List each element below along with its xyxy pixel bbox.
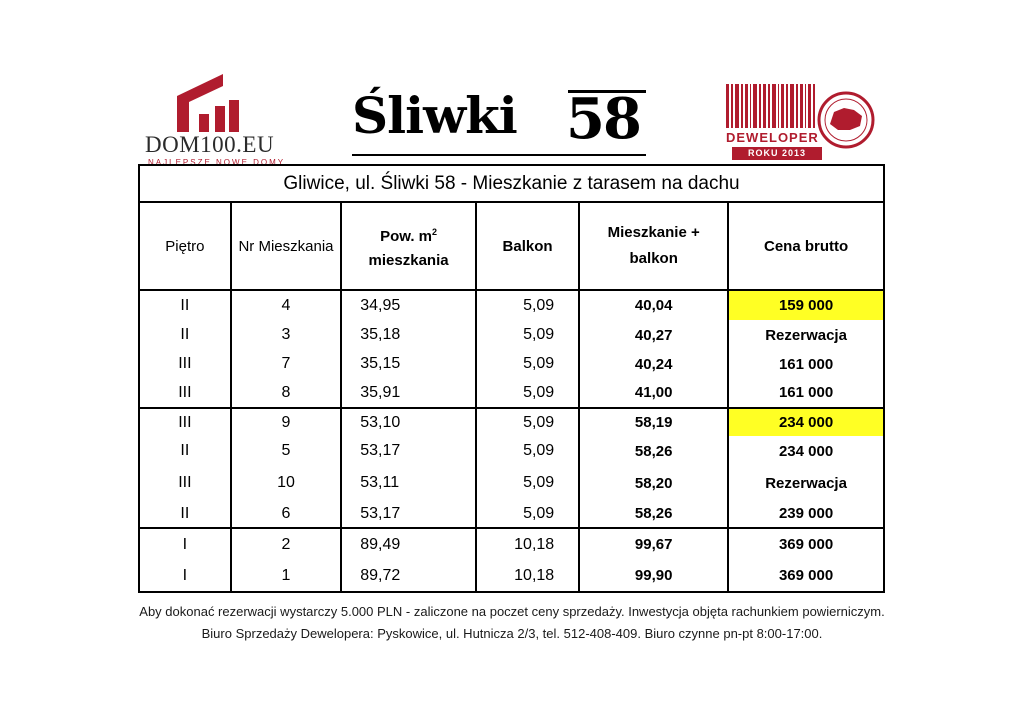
footer-note-reservation: Aby dokonać rezerwacji wystarczy 5.000 PLN - zaliczone na poczet ceny sprzedaży. Inwestycja objęta rachunkiem powierniczym. <box>139 604 885 619</box>
cell-cena: 234 000 <box>728 408 884 436</box>
deweloper-roku-logo <box>724 82 878 162</box>
header-pow-line2: mieszkania <box>368 251 449 269</box>
cell-cena: 161 000 <box>728 378 884 408</box>
table-caption: Gliwice, ul. Śliwki 58 - Mieszkanie z tarasem na dachu <box>139 165 884 202</box>
header-balkon: Balkon <box>476 202 579 290</box>
title-name: Śliwki <box>352 86 517 145</box>
dom100-logo[interactable] <box>145 72 295 167</box>
header-nr-mieszkania: Nr Mieszkania <box>231 202 342 290</box>
table-row <box>139 466 884 500</box>
project-title <box>352 78 652 164</box>
logo-tagline: NAJLEPSZE NOWE DOMY <box>148 158 286 167</box>
header-pow-line1: Pow. m <box>380 227 433 245</box>
cell-mieszkanie-balkon: 58,26 <box>579 500 728 528</box>
cell-mieszkanie-balkon: 58,20 <box>579 466 728 500</box>
house-logo-icon <box>177 74 241 132</box>
cell-mieszkanie-balkon: 41,00 <box>579 378 728 408</box>
cell-balkon: 5,09 <box>476 436 579 466</box>
barcode-icon <box>726 84 822 128</box>
cell-mieszkanie-balkon: 40,24 <box>579 350 728 378</box>
cell-powierzchnia: 89,49 <box>341 528 476 560</box>
cell-balkon: 10,18 <box>476 560 579 592</box>
cell-cena: 234 000 <box>728 436 884 466</box>
cell-nr-mieszkania: 4 <box>231 290 342 320</box>
cell-pietro: III <box>139 408 231 436</box>
cell-nr-mieszkania: 9 <box>231 408 342 436</box>
header-mieszkanie-balkon <box>579 202 728 290</box>
cell-cena: 369 000 <box>728 560 884 592</box>
cell-pietro: I <box>139 528 231 560</box>
cell-balkon: 5,09 <box>476 350 579 378</box>
cell-pietro: III <box>139 350 231 378</box>
header-cena-brutto: Cena brutto <box>728 202 884 290</box>
cell-nr-mieszkania: 1 <box>231 560 342 592</box>
cell-cena: 159 000 <box>728 290 884 320</box>
cell-balkon: 5,09 <box>476 466 579 500</box>
table-row <box>139 378 884 408</box>
cell-pietro: I <box>139 560 231 592</box>
cell-powierzchnia: 53,11 <box>341 466 476 500</box>
cell-balkon: 5,09 <box>476 408 579 436</box>
cell-mieszkanie-balkon: 99,90 <box>579 560 728 592</box>
cell-pietro: II <box>139 290 231 320</box>
cell-nr-mieszkania: 10 <box>231 466 342 500</box>
header-mb-line2: balkon <box>629 250 678 267</box>
cell-mieszkanie-balkon: 58,26 <box>579 436 728 466</box>
seal-map-icon <box>816 90 876 150</box>
table-row <box>139 436 884 466</box>
cell-cena: 239 000 <box>728 500 884 528</box>
cell-pietro: III <box>139 378 231 408</box>
cell-powierzchnia: 35,18 <box>341 320 476 350</box>
cell-nr-mieszkania: 7 <box>231 350 342 378</box>
cell-balkon: 10,18 <box>476 528 579 560</box>
cell-powierzchnia: 53,10 <box>341 408 476 436</box>
table-row <box>139 320 884 350</box>
cell-balkon: 5,09 <box>476 320 579 350</box>
cell-pietro: II <box>139 436 231 466</box>
cell-balkon: 5,09 <box>476 378 579 408</box>
header-powierzchnia <box>341 202 476 290</box>
header-pietro: Piętro <box>139 202 231 290</box>
cell-nr-mieszkania: 3 <box>231 320 342 350</box>
cell-mieszkanie-balkon: 99,67 <box>579 528 728 560</box>
cell-nr-mieszkania: 8 <box>231 378 342 408</box>
price-table <box>138 164 885 593</box>
cell-nr-mieszkania: 6 <box>231 500 342 528</box>
cell-mieszkanie-balkon: 40,04 <box>579 290 728 320</box>
cell-balkon: 5,09 <box>476 500 579 528</box>
cell-powierzchnia: 35,15 <box>341 350 476 378</box>
cell-pietro: III <box>139 466 231 500</box>
cell-balkon: 5,09 <box>476 290 579 320</box>
cell-cena: Rezerwacja <box>728 466 884 500</box>
footer-note-office: Biuro Sprzedaży Dewelopera: Pyskowice, ul. Hutnicza 2/3, tel. 512-408-409. Biuro czynne pn-pt 8:00-17:00. <box>201 626 823 641</box>
cell-cena: 161 000 <box>728 350 884 378</box>
cell-powierzchnia: 35,91 <box>341 378 476 408</box>
cell-powierzchnia: 89,72 <box>341 560 476 592</box>
table-row <box>139 290 884 320</box>
logo-brand-text: DOM100.EU <box>145 132 275 157</box>
cell-nr-mieszkania: 5 <box>231 436 342 466</box>
cell-pietro: II <box>139 320 231 350</box>
table-row <box>139 528 884 560</box>
year-label: ROKU 2013 <box>732 147 822 160</box>
table-row <box>139 560 884 592</box>
header-pow-sup: 2 <box>432 226 438 237</box>
cell-powierzchnia: 53,17 <box>341 436 476 466</box>
cell-powierzchnia: 34,95 <box>341 290 476 320</box>
cell-pietro: II <box>139 500 231 528</box>
table-row <box>139 350 884 378</box>
cell-nr-mieszkania: 2 <box>231 528 342 560</box>
deweloper-label: DEWELOPER <box>726 130 819 145</box>
cell-cena: 369 000 <box>728 528 884 560</box>
table-row <box>139 408 884 436</box>
cell-mieszkanie-balkon: 58,19 <box>579 408 728 436</box>
title-underline <box>352 154 646 156</box>
cell-mieszkanie-balkon: 40,27 <box>579 320 728 350</box>
table-row <box>139 500 884 528</box>
header-mb-line1: Mieszkanie + <box>607 224 700 241</box>
cell-cena: Rezerwacja <box>728 320 884 350</box>
cell-powierzchnia: 53,17 <box>341 500 476 528</box>
title-number: 58 <box>566 86 640 152</box>
